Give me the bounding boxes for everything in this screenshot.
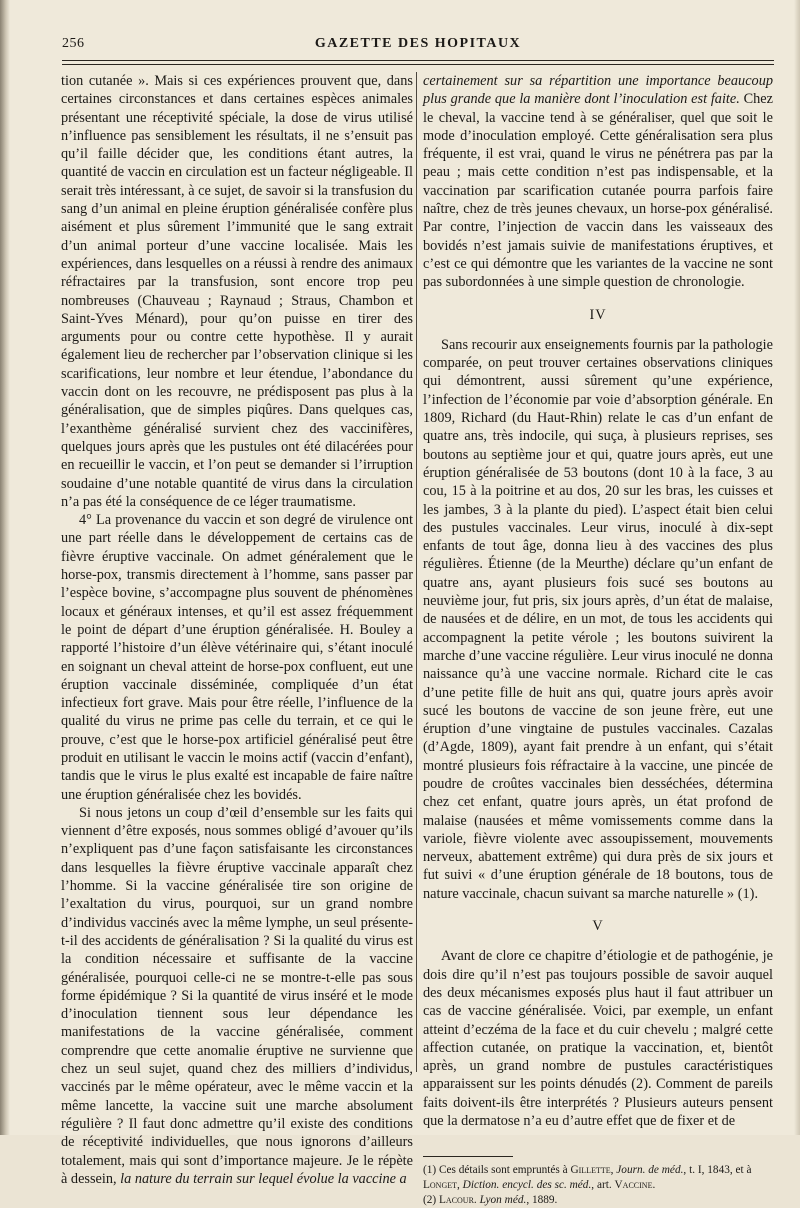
paragraph: 4° La provenance du vaccin et son degré de virulence ont une part réelle dans le développement de certains cas de fièvre éruptive vaccinale. On admet généralement que le horse-pox, transmis directement à l’homme, sans passer par l’espèce bovine, s’accompagne plus souvent de phénomènes locaux et généraux intenses, et qu’il est assez fréquemment le point de départ d’une éruption généralisée. H. Bouley a rapporté l’histoire d’un élève vétérinaire qui, s’étant inoculé en soignant un cheval atteint de horse-pox confluent, eut une éruption vaccinale disséminée, compliquée d’un état infectieux fort grave. Mais pour être réelle, l’influence de la qualité du virus ne prime pas celle du terrain, et ce qui le prouve, c’est que le horse-pox artificiel généralisé peut être produit en utilisant le vaccin le moins actif (vaccin d’enfant), tandis que le virus le plus exalté est incapable de faire naître une éruption généralisée chez les bovidés. xyxy=(61,512,413,803)
footnote-rule xyxy=(423,1156,513,1157)
paragraph: Sans recourir aux enseignements fournis par la pathologie comparée, on peut trouver certaines observations cliniques qui démontrent, aussi sûrement qu’une expérience, l’infection de l’économie par voie d’absorption générale. En 1809, Richard (du Haut-Rhin) relate le cas d’un enfant de quatre ans, très indocile, qui suça, à plusieurs reprises, ses boutons au septième jour et qui, quatre jours après, eut une éruption généralisée de 53 boutons (dont 10 à la face, 3 au cou, 15 à la poitrine et au dos, 20 sur les bras, les cuisses et les jambes, 3 à la plante du pied). L’aspect était bien celui des pustules vaccinales. Leur virus, inoculé à dix-sept enfants de tout âge, donna lieu à des vaccines des plus régulières. Étienne (de la Meurthe) déclare qu’un enfant de quatre ans, ayant plusieurs fois sucé ses boutons au neuvième jour, fut pris, six jours après, d’un état de malaise, de nausées et de délire, en un mot, de tous les accidents qui accompagnent la petite vérole ; les boutons suivirent la marche d’une vaccine régulière. Leur virus inoculé ne donna naissance qu’à une vaccine normale. Richard cite le cas d’une petite fille de huit ans qui, quatre jours après avoir sucé les boutons de vaccine de son jeune frère, eut une éruption d’une vingtaine de pustules vaccinales. Cazalas (d’Agde, 1809), ayant fait prendre à un enfant, qui s’était montré plusieurs fois réfractaire à la vaccine, une pincée de poudre de croûtes vaccinales bien desséchées, détermina chez cet enfant, quatre jours après, un état profond de malaise (nausées et même vomissements comme dans la variole, fièvre violente avec assoupissement, mouvements nerveux, abattement extrême) qui dura près de six jours et fut suivi « d’une éruption générale de 18 boutons, tous de nature vaccinale, chacun suivant sa marche naturelle » (1). xyxy=(423,336,773,902)
emphasis-text: la nature du terrain sur lequel évolue la vaccine a xyxy=(120,1170,407,1187)
page-header xyxy=(62,36,774,56)
footnote-text: , art. xyxy=(591,1179,612,1192)
footnote-text: , 1889. xyxy=(526,1194,558,1207)
footnote-1 xyxy=(423,1163,773,1193)
page-number: 256 xyxy=(62,36,85,51)
paragraph xyxy=(61,804,413,1188)
section-heading-iv: IV xyxy=(589,306,607,323)
footnote-text: , xyxy=(457,1179,460,1192)
column-divider xyxy=(416,72,417,1072)
section-heading-v: V xyxy=(592,918,604,935)
footnote-author: Gillette xyxy=(570,1164,611,1177)
emphasis-text: certainement sur sa répartition une importance beaucoup plus grande que la manière dont l’inoculation est faite. xyxy=(423,73,773,108)
paragraph-text: Chez le cheval, la vaccine tend à se généraliser, quel que soit le mode d’inoculation employé. Cette généralisation sera plus fréquente, il est vrai, quand le virus ne pénétrera pas par la peau ; mais cette condition n’est pas indispensable, et la vaccination par scarification cutanée pourra parfois faire naître, chez de très jeunes chevaux, un horse-pox généralisé. Par contre, l’injection de vaccin dans les vaisseaux des bovidés n’est jamais suivie de manifestations éruptives, et c’est ce qui démontre que les variantes de la vaccine ne sont pas subordonnées à une simple question de chronologie. xyxy=(423,91,774,291)
footnote-author: Lacour xyxy=(439,1194,474,1207)
footnote-text: , xyxy=(610,1164,614,1177)
footnote-text: . xyxy=(652,1179,656,1192)
paragraph: Avant de clore ce chapitre d’étiologie et de pathogénie, je dois dire qu’il n’est pas toujours possible de savoir auquel des deux mécanismes exposés plus haut il faut attribuer un cas de vaccine généralisée. Voici, par exemple, un enfant atteint d’eczéma de la face et du cuir chevelu ; malgré cette affection cutanée, on pratique la vaccination, et, bientôt après, un grand nombre de pustules caractéristiques apparaissent sur les points dénudés (2). Comment de pareils faits doivent-ils être interprétés ? Plusieurs auteurs pensent que la dermatose n’a eu d’autre effet que de fixer et de xyxy=(423,948,773,1130)
footnote-source: Diction. encycl. des sc. méd. xyxy=(462,1179,592,1192)
footnote-text: , t. I, 1843, et à xyxy=(683,1164,752,1177)
footnote-text: (1) Ces détails sont empruntés à xyxy=(423,1164,568,1177)
paragraph: tion cutanée ». Mais si ces expériences prouvent que, dans certaines circonstances et dans certaines espèces animales présentant une réceptivité spéciale, la dose de virus utilisé n’influence pas sensiblement les résultats, il ne s’ensuit pas qu’il faille décider que, les conditions étant autres, la quantité de vaccin en circulation est un facteur négligeable. Il serait très intéressant, à ce sujet, de savoir si la transfusion du sang d’un animal en pleine éruption généralisée confère plus aisément et plus sûrement l’immunité que le sang extrait d’un animal porteur d’une vaccine localisée. Mais les expériences, dans lesquelles on a réussi à rendre des animaux réfractaires par la transfusion, sont encore trop peu nombreuses (Chauveau ; Raynaud ; Straus, Chambon et Saint-Yves Ménard), pour qu’on puisse en tirer des arguments pour ou contre cette hypothèse. Il y aurait également lieu de rechercher par l’observation clinique si les scarifications, leur nombre et leur étendue, l’abondance du vaccin dont on les recouvre, ne prédisposent pas plus à la généralisation, que de simples piqûres. Dans quelques cas, l’exanthème généralisé survient chez des vaccinifères, quelques jours après que les pustules ont été dilacérées pour en recueillir le vaccin, et l’on peut se demander si l’irruption soudaine d’une notable quantité de virus dans la circulation n’a pas été la conséquence de ce léger traumatisme. xyxy=(61,73,413,510)
journal-title: GAZETTE DES HOPITAUX xyxy=(314,36,522,51)
footnote-source: Journ. de méd. xyxy=(616,1164,684,1177)
header-rule xyxy=(62,60,774,61)
footnote-text: . xyxy=(473,1194,477,1207)
footnote-2 xyxy=(423,1193,773,1208)
footnote-source: Lyon méd. xyxy=(479,1194,527,1207)
footnote-article: Vaccine xyxy=(614,1179,653,1192)
page-spine-shadow xyxy=(0,0,10,1135)
left-column xyxy=(61,72,413,1188)
paragraph xyxy=(423,72,773,292)
page-edge-shadow xyxy=(794,0,800,1135)
footnote-text: (2) xyxy=(423,1194,437,1207)
footnote-author: Longet xyxy=(423,1179,458,1192)
right-column xyxy=(423,72,773,1208)
paragraph-text: Si nous jetons un coup d’œil d’ensemble sur les faits qui viennent d’être exposés, nous sommes obligé d’avouer qu’ils n’expliquent pas d’une façon satisfaisante les circonstances dans lesquelles la fièvre éruptive vaccinale apparaît chez l’homme. Si la vaccine généralisée tire son origine de l’exaltation du virus, pourquoi, sur un grand nombre d’individus vaccinés avec la même lymphe, un seul présente-t-il des accidents de généralisation ? Si la qualité du virus est la condition nécessaire et suffisante de la vaccine généralisée, pourquoi celle-ci ne se montre-t-elle pas sous forme épidémique ? Si la quantité de virus inséré et le mode d’inoculation tiennent sous leur dépendance les manifestations de la vaccine généralisée, comment comprendre que cette anomalie éruptive ne survienne que chez un seul sujet, quand chez des milliers d’individus, vaccinés par le même opérateur, avec le même vaccin et la même lancette, la vaccine suit une marche absolument régulière ? Il faut donc admettre qu’il existe des conditions de réceptivité individuelles, que nous ignorons d’ailleurs totalement, mais qui sont d’importance majeure. Je le répète à dessein, xyxy=(61,804,413,1187)
header-rule-double xyxy=(62,64,774,65)
